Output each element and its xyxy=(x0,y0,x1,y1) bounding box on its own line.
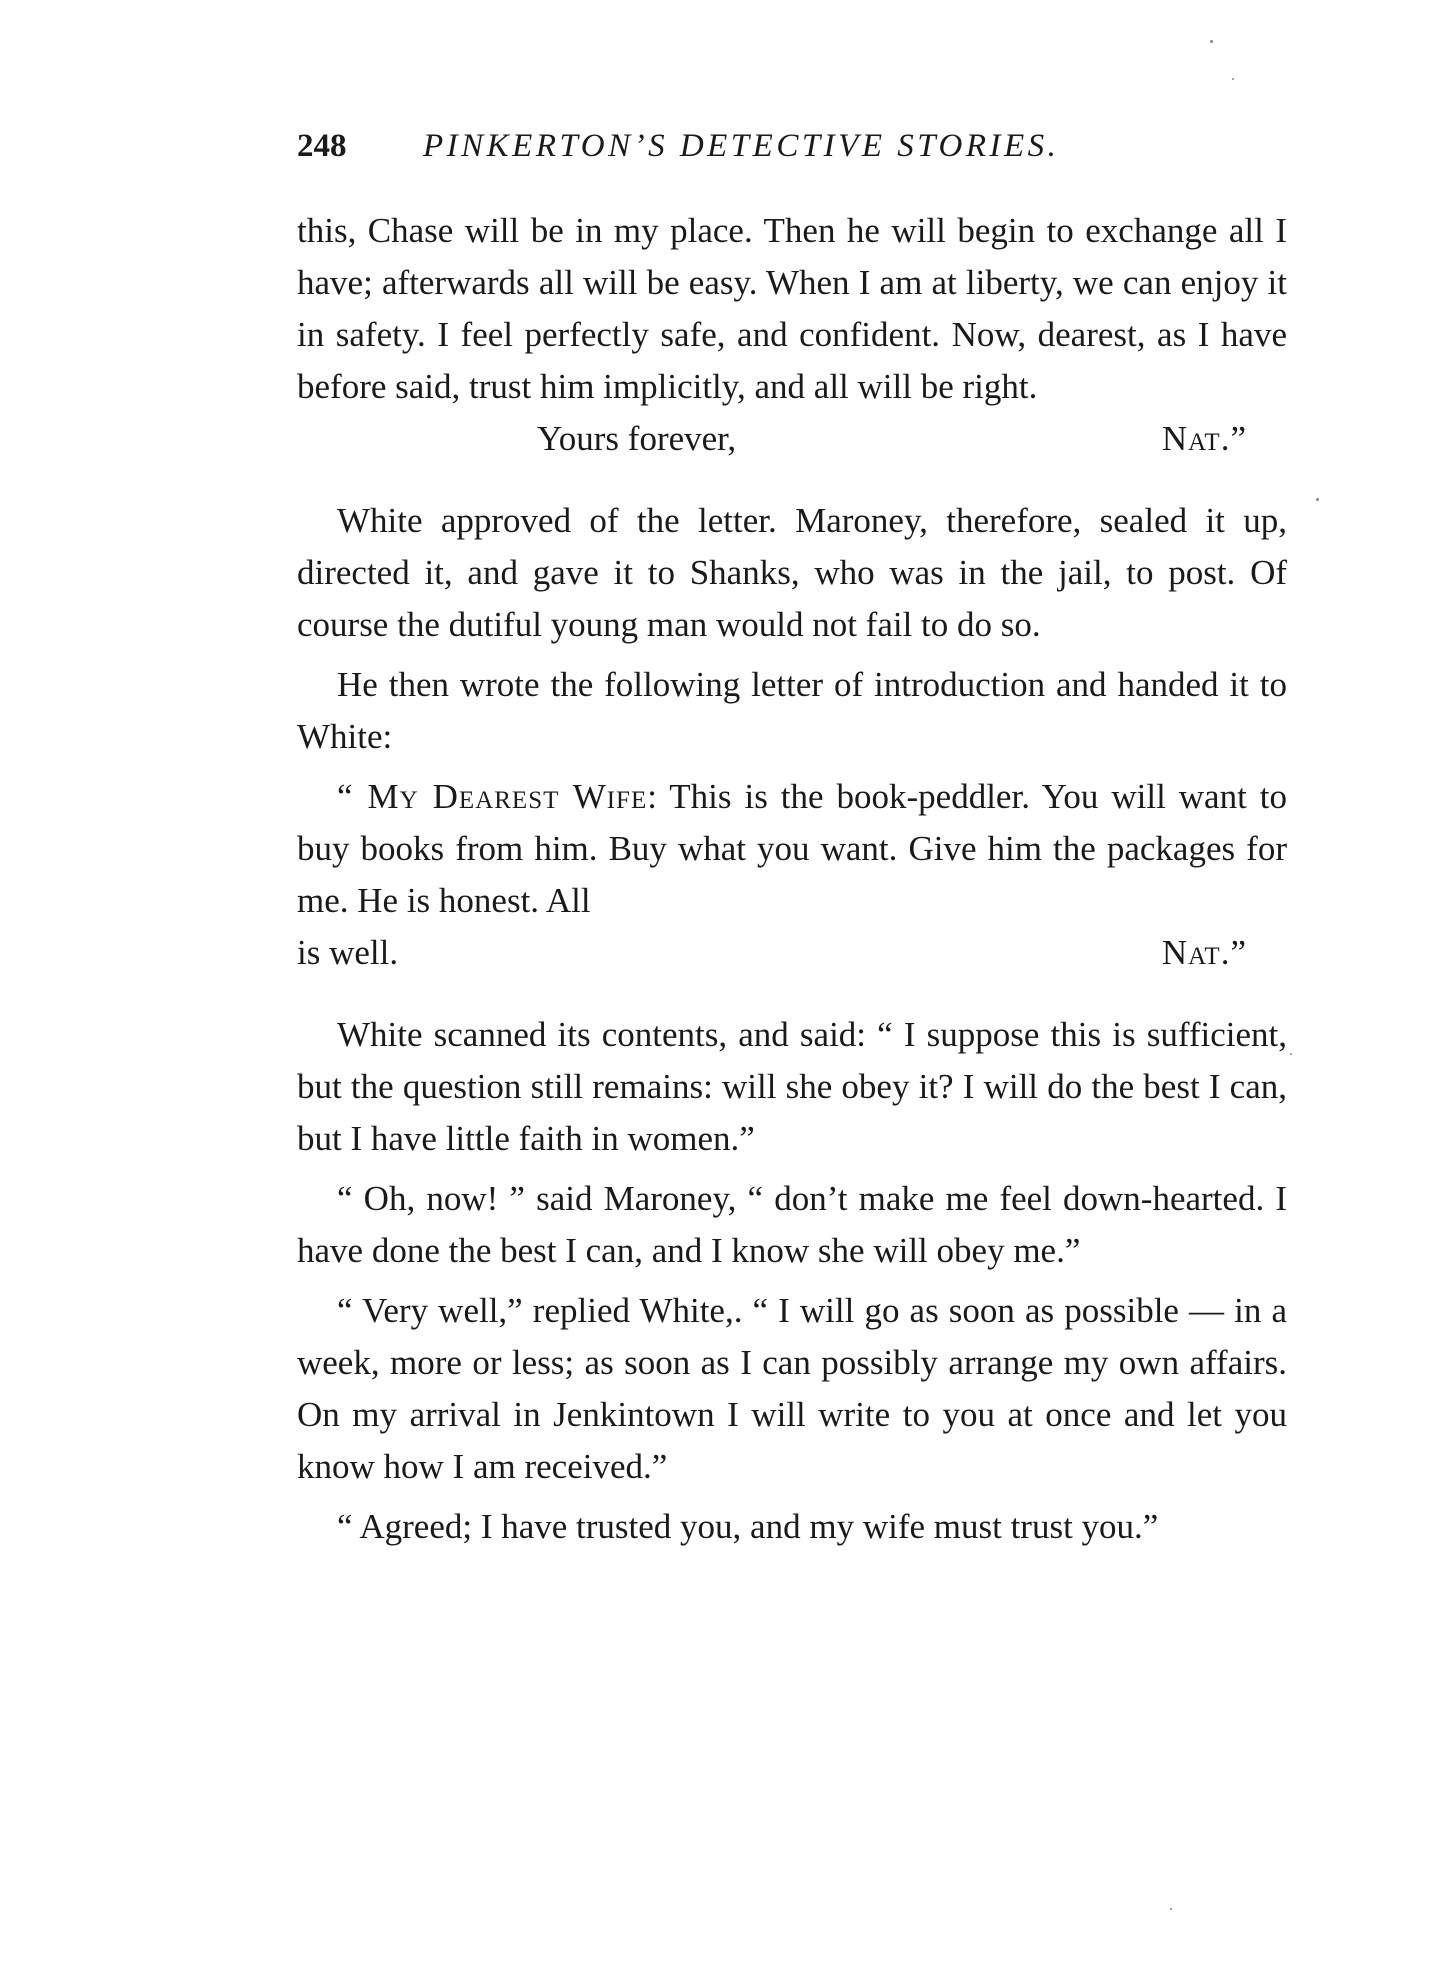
letter-salutation: “ My Dearest Wife xyxy=(337,777,648,816)
scan-speck xyxy=(1210,40,1213,43)
body-text xyxy=(297,205,1287,1553)
dialogue-paragraph: “ Very well,” replied White,. “ I will go as soon as possible — in a week, more or less; as soon as I can possibly arrange my own affairs. On my arrival in Jenkintown I will write to you at once and let you know how I am received.” xyxy=(297,1291,1287,1486)
signature: Nat.” xyxy=(1161,933,1247,972)
running-title: PINKERTON’S DETECTIVE STORIES. xyxy=(423,128,1060,164)
letter-final-words: is well. xyxy=(297,933,399,972)
dialogue-paragraph: “ Oh, now! ” said Maroney, “ don’t make me feel down-hearted. I have done the best I can, and I know she will obey me.” xyxy=(297,1179,1287,1270)
paragraph: He then wrote the following letter of introduction and handed it to White: xyxy=(297,665,1287,756)
scan-speck xyxy=(1316,498,1319,501)
scan-speck xyxy=(1232,78,1234,80)
letter-last-line xyxy=(297,927,1287,979)
dialogue-paragraph: “ Agreed; I have trusted you, and my wife must trust you.” xyxy=(337,1507,1159,1546)
page-header xyxy=(297,128,1237,172)
letter-text: : This is the book-peddler. You will want to buy books from him. Buy what you want. Give him the packages for me. He is honest. All xyxy=(297,777,1287,920)
letter-body: this, Chase will be in my place. Then he will begin to exchange all I have; afterwards all will be easy. When I am at liberty, we can enjoy it in safety. I feel perfectly safe, and confident. Now, dearest, as I have before said, trust him implicitly, and all will be right. xyxy=(297,211,1287,406)
page-number: 248 xyxy=(297,128,347,164)
introduction-letter xyxy=(297,771,1287,927)
signature: Nat.” xyxy=(1161,419,1247,458)
scan-speck xyxy=(1290,1053,1292,1055)
valediction: Yours forever, xyxy=(537,419,737,458)
dialogue-paragraph: White scanned its contents, and said: “ I suppose this is sufficient, but the question still remains: will she obey it? I will do the best I can, but I have little faith in women.” xyxy=(297,1015,1287,1158)
letter-closing xyxy=(297,413,1287,465)
paragraph: White approved of the letter. Maroney, therefore, sealed it up, directed it, and gave it to Shanks, who was in the jail, to post. Of course the dutiful young man would not fail to do so. xyxy=(297,501,1287,644)
scan-speck xyxy=(1170,1908,1172,1910)
